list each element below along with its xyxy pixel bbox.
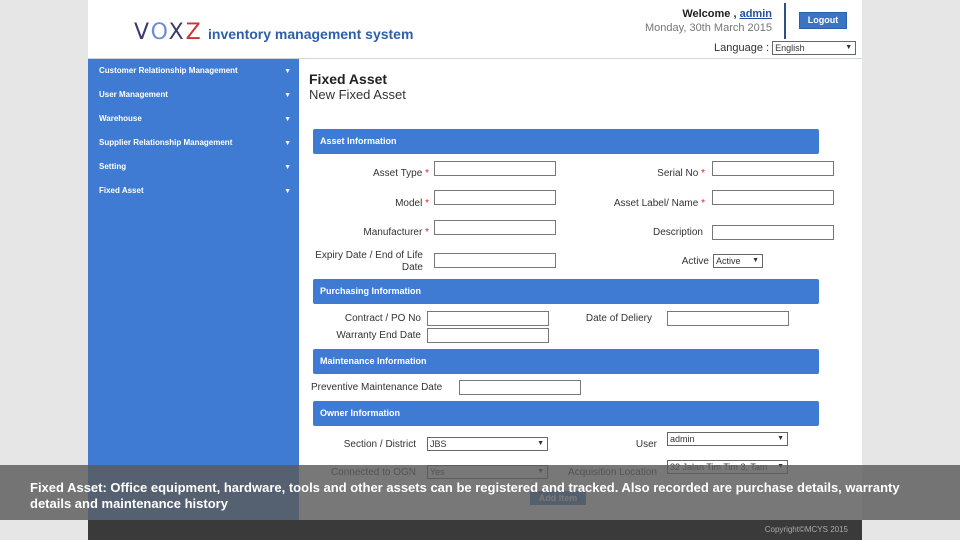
logo-x: X	[168, 20, 186, 45]
section-maintenance-information: Maintenance Information	[313, 349, 819, 374]
sidebar-item-label: Fixed Asset	[99, 186, 144, 195]
model-input[interactable]	[434, 190, 556, 205]
required-mark: *	[425, 227, 429, 238]
copyright-text: Copyright©MCYS 2015	[764, 525, 848, 534]
delivery-date-label: Date of Deliery	[585, 313, 652, 324]
language-selector	[714, 41, 856, 55]
chevron-down-icon: ▼	[284, 140, 291, 147]
active-select[interactable]	[713, 254, 763, 268]
active-value: Active	[716, 256, 741, 266]
asset-label-input[interactable]	[712, 190, 834, 205]
sidebar-item-crm[interactable]	[88, 59, 299, 83]
header	[88, 0, 862, 59]
serial-no-label	[657, 168, 705, 179]
contract-po-label: Contract / PO No	[344, 313, 421, 324]
required-mark: *	[701, 168, 705, 179]
model-label	[395, 198, 429, 209]
logo-z: Z	[185, 20, 203, 45]
section-asset-information: Asset Information	[313, 129, 819, 154]
serial-no-input[interactable]	[712, 161, 834, 176]
description-input[interactable]	[712, 225, 834, 240]
logo-v: V	[134, 20, 151, 45]
description-label: Description	[652, 227, 703, 238]
sidebar-item-label: User Management	[99, 90, 168, 99]
section-district-value: JBS	[430, 439, 447, 449]
manufacturer-label	[363, 227, 429, 238]
pm-date-label: Preventive Maintenance Date	[311, 382, 443, 393]
required-mark: *	[425, 198, 429, 209]
header-divider	[784, 3, 786, 39]
language-label: Language :	[714, 41, 770, 54]
chevron-down-icon: ▼	[752, 257, 759, 264]
delivery-date-input[interactable]	[667, 311, 789, 326]
footer	[88, 520, 862, 540]
model-text: Model	[395, 198, 423, 209]
section-district-label: Section / District	[343, 439, 416, 450]
manufacturer-text: Manufacturer	[363, 227, 423, 238]
chevron-down-icon: ▼	[777, 435, 784, 442]
logout-button[interactable]: Logout	[799, 12, 847, 29]
sidebar-item-srm[interactable]	[88, 131, 299, 155]
pm-date-input[interactable]	[459, 380, 581, 395]
expiry-date-label	[315, 250, 423, 274]
asset-type-text: Asset Type	[373, 168, 423, 179]
asset-label-label	[614, 198, 705, 209]
sidebar-item-label: Warehouse	[99, 114, 142, 123]
manufacturer-input[interactable]	[434, 220, 556, 235]
logo-o: O	[150, 20, 169, 45]
sidebar-item-setting[interactable]	[88, 155, 299, 179]
serial-no-text: Serial No	[657, 168, 699, 179]
user-select[interactable]	[667, 432, 788, 446]
asset-label-text: Asset Label/ Name	[613, 198, 699, 209]
app-frame	[88, 0, 862, 540]
sidebar-item-fixed-asset[interactable]	[88, 179, 299, 203]
expiry-date-input[interactable]	[434, 253, 556, 268]
expiry-line1: Expiry Date / End of Life	[315, 250, 423, 261]
chevron-down-icon: ▼	[284, 116, 291, 123]
caption-text: Fixed Asset: Office equipment, hardware, tools and other assets can be registered and tracked. Also recorded are purchase details, warranty details and maintenance history	[30, 480, 900, 511]
warranty-end-label: Warranty End Date	[336, 330, 421, 341]
sidebar-item-label: Customer Relationship Management	[99, 66, 238, 75]
language-select[interactable]	[772, 41, 856, 55]
asset-type-input[interactable]	[434, 161, 556, 176]
welcome-block	[645, 8, 772, 34]
section-owner-information: Owner Information	[313, 401, 819, 426]
section-purchasing-information: Purchasing Information	[313, 279, 819, 304]
required-mark: *	[701, 198, 705, 209]
page-title: Fixed Asset	[309, 71, 388, 87]
user-value: admin	[670, 434, 695, 444]
current-date: Monday, 30th March 2015	[645, 22, 772, 34]
sidebar-item-label: Setting	[99, 162, 127, 171]
chevron-down-icon: ▼	[284, 92, 291, 99]
section-district-select[interactable]	[427, 437, 548, 451]
sidebar-item-warehouse[interactable]	[88, 107, 299, 131]
username-link[interactable]: admin	[739, 8, 772, 20]
user-label: User	[635, 439, 657, 450]
sidebar-item-user-management[interactable]	[88, 83, 299, 107]
chevron-down-icon: ▼	[284, 188, 291, 195]
expiry-line2: Date	[401, 262, 423, 273]
required-mark: *	[425, 168, 429, 179]
warranty-end-input[interactable]	[427, 328, 549, 343]
contract-po-input[interactable]	[427, 311, 549, 326]
chevron-down-icon: ▼	[284, 164, 291, 171]
app-title: inventory management system	[208, 26, 414, 42]
chevron-down-icon: ▼	[845, 44, 853, 51]
logo	[134, 20, 203, 45]
active-label: Active	[681, 256, 709, 267]
chevron-down-icon: ▼	[284, 68, 291, 75]
chevron-down-icon: ▼	[537, 440, 544, 447]
sidebar-item-label: Supplier Relationship Management	[99, 138, 233, 147]
language-value: English	[775, 43, 805, 53]
page-subtitle: New Fixed Asset	[309, 87, 406, 102]
asset-type-label	[373, 168, 429, 179]
welcome-text: Welcome ,	[682, 8, 737, 20]
